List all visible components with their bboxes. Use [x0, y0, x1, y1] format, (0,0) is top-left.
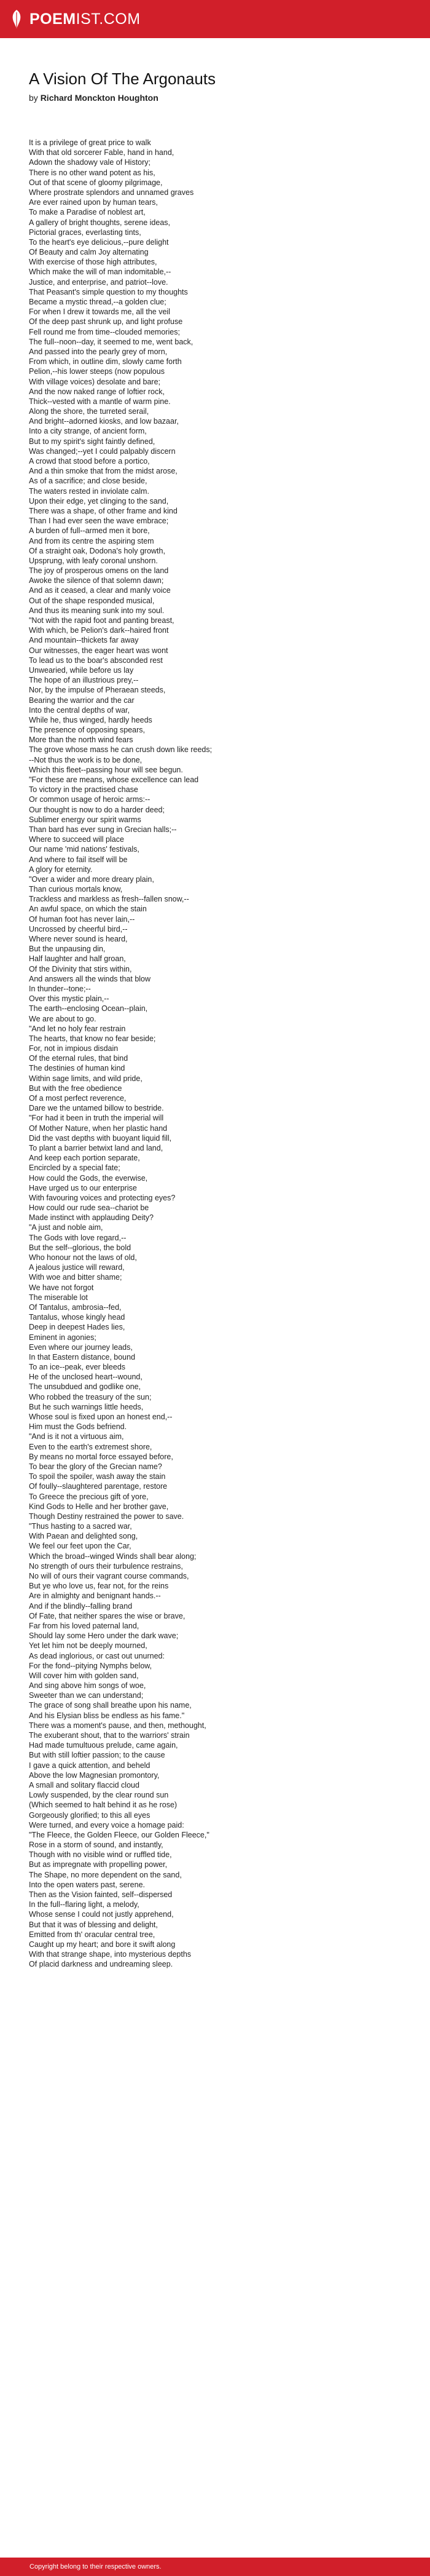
poem-line: The Gods with love regard,-- [29, 1233, 127, 1242]
poem-line: The hope of an illustrious prey,-- [29, 676, 139, 685]
poem-line: We are about to go. [29, 1014, 96, 1023]
poem-line: Are ever rained upon by human tears, [29, 198, 158, 207]
poem-line: By means no mortal force essayed before, [29, 1452, 173, 1461]
poem-line: The hearts, that know no fear beside; [29, 1034, 156, 1043]
poem-line: Or common usage of heroic arms:-- [29, 795, 150, 804]
poem-line: With woe and bitter shame; [29, 1273, 122, 1282]
poem-line: The grove whose mass he can crush down like reeds; [29, 745, 213, 755]
poem-line: "Thus hasting to a sacred war, [29, 1522, 132, 1531]
feather-icon [10, 9, 23, 29]
poem-line: Upsprung, with leafy coronal unshorn. [29, 556, 158, 565]
poem-line: Our name 'mid nations' festivals, [29, 845, 139, 854]
poem-line: Even to the earth's extremest shore, [29, 1442, 152, 1451]
poem-line: Of a most perfect reverence, [29, 1094, 127, 1103]
poem-line: Encircled by a special fate; [29, 1163, 120, 1173]
poem-line: Where to succeed will place [29, 835, 124, 844]
poem-line: From which, in outline dim, slowly came forth [29, 357, 182, 367]
site-header [0, 0, 430, 38]
poem-line: There was a moment's pause, and then, methought, [29, 1721, 206, 1730]
poem-line: To victory in the practised chase [29, 785, 138, 795]
poem-line: We feel our feet upon the Car, [29, 1542, 131, 1551]
poem-line: Sweeter than we can understand; [29, 1691, 144, 1700]
poem-line: Awoke the silence of that solemn dawn; [29, 576, 164, 585]
poem-line: But with the free obedience [29, 1084, 122, 1093]
poem-line: Did the vast depths with buoyant liquid fill, [29, 1133, 172, 1143]
poem-line: And where to fail itself will be [29, 855, 128, 864]
poem-line: "A just and noble aim, [29, 1223, 103, 1232]
poem-line: "The Fleece, the Golden Fleece, our Golden Fleece," [29, 1830, 209, 1839]
poem-line: (Which seemed to halt behind it as he rose) [29, 1801, 178, 1810]
poem-line: "And is it not a virtuous aim, [29, 1432, 124, 1441]
site-footer [0, 2558, 430, 2576]
poem-line: To an ice--peak, ever bleeds [29, 1363, 126, 1372]
poem-line: For, not in impious disdain [29, 1044, 119, 1053]
poem-line: But to my spirit's sight faintly defined, [29, 437, 155, 446]
poem-line: Trackless and markless as fresh--fallen snow,-- [29, 895, 189, 904]
poem-line: In that Eastern distance, bound [29, 1352, 136, 1361]
poem-line: Eminent in agonies; [29, 1333, 96, 1342]
poem-line: Our thought is now to do a harder deed; [29, 805, 165, 814]
poem-line: Into the central depths of war, [29, 705, 130, 715]
poem-line: Of the Divinity that stirs within, [29, 964, 132, 973]
poem-line: Yet let him not be deeply mourned, [29, 1641, 147, 1651]
poem-line: Sublimer energy our spirit warms [29, 815, 141, 824]
poem-line: "For these are means, whose excellence can lead [29, 775, 199, 784]
poem-line: Into a city strange, of ancient form, [29, 427, 147, 436]
poem-line: Thick--vested with a mantle of warm pine. [29, 397, 171, 406]
poem-line: And mountain--thickets far away [29, 636, 139, 645]
poem-line: To make a Paradise of noblest art, [29, 208, 146, 217]
poem-line: Of a straight oak, Dodona's holy growth, [29, 546, 165, 555]
poem-line: Out of that scene of gloomy pilgrimage, [29, 178, 163, 187]
poem-line: The full--noon--day, it seemed to me, went back, [29, 337, 194, 346]
poem-line: A burden of full--armed men it bore, [29, 526, 150, 536]
poem-content [29, 69, 404, 1970]
poem-line: Where never sound is heard, [29, 935, 128, 943]
poem-line: I gave a quick attention, and beheld [29, 1761, 150, 1770]
poem-line: Had made tumultuous prelude, came again, [29, 1741, 178, 1750]
poem-line: A crowd that stood before a portico, [29, 457, 150, 466]
poem-line: With which, be Pelion's dark--haired front [29, 626, 169, 635]
poem-line: Kind Gods to Helle and her brother gave, [29, 1502, 169, 1511]
poem-line: Justice, and enterprise, and patriot--love. [29, 277, 168, 287]
poem-line: Was changed;--yet I could palpably discern [29, 446, 176, 456]
poem-line: "And let no holy fear restrain [29, 1024, 126, 1033]
copyright-notice: Copyright belong to their respective owners. [29, 2563, 162, 2570]
author-link[interactable]: Richard Monckton Houghton [40, 93, 158, 103]
poem-line: "For had it been in truth the imperial will [29, 1114, 164, 1123]
poem-line: "Not with the rapid foot and panting breast, [29, 616, 174, 625]
poem-line: The miserable lot [29, 1293, 88, 1302]
poem-line: Caught up my heart; and bore it swift along [29, 1940, 176, 1949]
poem-line: Than bard has ever sung in Grecian halls;-- [29, 825, 177, 834]
poem-line: And thus its meaning sunk into my soul. [29, 606, 165, 615]
poem-line: How could the Gods, the everwise, [29, 1173, 148, 1183]
poem-line: Then as the Vision fainted, self--dispersed [29, 1890, 173, 1899]
poem-line: Though Destiny restrained the power to save. [29, 1512, 184, 1521]
poem-line: Which make the will of man indomitable,-- [29, 268, 171, 277]
poem-line: A gallery of bright thoughts, serene ideas, [29, 218, 171, 227]
poem-line: A small and solitary flaccid cloud [29, 1780, 139, 1789]
poem-line: Within sage limits, and wild pride, [29, 1074, 143, 1083]
poem-line: Of Mother Nature, when her plastic hand [29, 1124, 168, 1133]
poem-line: With village voices) desolate and bare; [29, 377, 161, 386]
poem-line: Of human foot has never lain,-- [29, 914, 135, 924]
poem-line: Emitted from th' oracular central tree, [29, 1930, 155, 1939]
poem-line: Gorgeously glorified; to this all eyes [29, 1810, 150, 1820]
poem-line: No will of ours their vagrant course commands, [29, 1572, 189, 1580]
poem-line: To plant a barrier betwixt land and land, [29, 1143, 163, 1152]
poem-line: Whose sense I could not justly apprehend, [29, 1910, 174, 1919]
poem-line: But that it was of blessing and delight, [29, 1920, 158, 1929]
poem-line: It is a privilege of great price to walk [29, 138, 151, 147]
poem-line: Him must the Gods befriend. [29, 1422, 127, 1432]
poem-line: Became a mystic thread,--a golden clue; [29, 298, 166, 306]
poem-line: Deep in deepest Hades lies, [29, 1323, 125, 1332]
poem-line: But ye who love us, fear not, for the reins [29, 1582, 169, 1591]
poem-line: Though with no visible wind or ruffled tide, [29, 1850, 172, 1860]
poem-line: With exercise of those high attributes, [29, 258, 157, 267]
poem-line: Should lay some Hero under the dark wave; [29, 1631, 179, 1641]
poem-line: Rose in a storm of sound, and instantly, [29, 1841, 163, 1850]
poem-line: With favouring voices and protecting eyes? [29, 1193, 176, 1202]
poem-line: And sing above him songs of woe, [29, 1681, 146, 1690]
poem-line: The waters rested in inviolate calm. [29, 486, 149, 496]
poem-line: The earth--enclosing Ocean--plain, [29, 1004, 148, 1013]
poem-line: Of foully--slaughtered parentage, restore [29, 1482, 168, 1491]
poem-line: How could our rude sea--chariot be [29, 1203, 149, 1213]
poem-line: Far from his loved paternal land, [29, 1621, 139, 1630]
poem-line: Who robbed the treasury of the sun; [29, 1392, 152, 1401]
poem-line: More than the north wind fears [29, 735, 133, 745]
poem-line: The Shape, no more dependent on the sand, [29, 1870, 182, 1879]
poem-line: And keep each portion separate, [29, 1154, 140, 1163]
poem-line: With that strange shape, into mysterious depths [29, 1950, 192, 1959]
poem-line: And if the blindly--falling brand [29, 1601, 133, 1611]
poem-line: The presence of opposing spears, [29, 726, 146, 735]
poem-line: Pelion,--his lower steeps (now populous [29, 367, 165, 376]
poem-line: To spoil the spoiler, wash away the stain [29, 1472, 166, 1481]
poem-line: Lowly suspended, by the clear round sun [29, 1791, 169, 1800]
poem-line: Than I had ever seen the wave embrace; [29, 517, 169, 526]
poem-line: Upon their edge, yet clinging to the sand, [29, 496, 169, 505]
poem-line: And as it ceased, a clear and manly voice [29, 586, 171, 595]
poem-line: There is no other wand potent as his, [29, 168, 155, 177]
poem-line: As of a sacrifice; and close beside, [29, 477, 147, 486]
poem-line: Where prostrate splendors and unnamed graves [29, 188, 194, 197]
poem-line: We have not forgot [29, 1283, 94, 1292]
poem-line: Out of the shape responded musical, [29, 596, 155, 605]
poem-line: The grace of song shall breathe upon his name, [29, 1701, 192, 1710]
poem-line: The exuberant shout, that to the warriors' strain [29, 1731, 190, 1740]
poem-line: The joy of prosperous omens on the land [29, 566, 169, 576]
poem-line: No strength of ours their turbulence restrains, [29, 1561, 183, 1571]
poem-line: Of Tantalus, ambrosia--fed, [29, 1302, 122, 1312]
poem-line: Were turned, and every voice a homage paid: [29, 1820, 184, 1829]
poem-line: And the now naked range of loftier rock, [29, 387, 165, 396]
poem-line: A jealous justice will reward, [29, 1263, 125, 1272]
poem-line: And answers all the winds that blow [29, 974, 151, 983]
poem-line: Of the eternal rules, that bind [29, 1054, 128, 1063]
poem-line: With that old sorcerer Fable, hand in hand, [29, 148, 174, 157]
poem-line: With Paean and delighted song, [29, 1532, 138, 1541]
poem-line: Which the broad--winged Winds shall bear along; [29, 1552, 197, 1561]
poem-line: But with still loftier passion; to the cause [29, 1751, 165, 1760]
poem-byline [29, 92, 404, 103]
poem-line: Tantalus, whose kingly head [29, 1313, 125, 1322]
poem-line: And bright--adorned kiosks, and low bazaar, [29, 417, 179, 426]
poem-line: Which this fleet--passing hour will see begun. [29, 765, 183, 774]
poem-line: Whose soul is fixed upon an honest end,-- [29, 1413, 173, 1421]
poem-line: To bear the glory of the Grecian name? [29, 1462, 162, 1471]
poem-line: That Peasant's simple question to my thoughts [29, 287, 188, 296]
poem-line: Pictorial graces, everlasting tints, [29, 228, 141, 237]
poem-line: But the unpausing din, [29, 945, 106, 954]
poem-line: And a thin smoke that from the midst arose, [29, 467, 178, 476]
poem-line: While he, thus winged, hardly heeds [29, 715, 152, 724]
poem-line: Uncrossed by cheerful bird,-- [29, 924, 128, 933]
poem-line: Made instinct with applauding Deity? [29, 1213, 154, 1223]
poem-line: In the full--flaring light, a melody, [29, 1900, 139, 1909]
poem-line: The unsubdued and godlike one, [29, 1382, 141, 1392]
poem-line: --Not thus the work is to be done, [29, 755, 143, 764]
poem-line: In thunder--tone;-- [29, 984, 91, 993]
poem-line: Bearing the warrior and the car [29, 696, 135, 705]
poem-line: There was a shape, of other frame and kind [29, 506, 178, 515]
poem-line: "Over a wider and more dreary plain, [29, 874, 154, 884]
poem-line: Nor, by the impulse of Pheraean steeds, [29, 686, 166, 695]
poem-line: But the self--glorious, the bold [29, 1243, 131, 1252]
poem-line: Our witnesses, the eager heart was wont [29, 646, 168, 655]
poem-line: But he such warnings little heeds, [29, 1402, 144, 1411]
poem-line: To Greece the precious gift of yore, [29, 1492, 149, 1501]
poem-line: Over this mystic plain,-- [29, 994, 109, 1004]
poem-line: Fell round me from time--clouded memories; [29, 327, 180, 336]
poem-line: Have urged us to our enterprise [29, 1183, 137, 1192]
poem-line: Above the low Magnesian promontory, [29, 1770, 160, 1780]
poem-line: Unwearied, while before us lay [29, 665, 134, 675]
poem-line: Into the open waters past, serene. [29, 1880, 146, 1889]
poem-line: Along the shore, the turreted serail, [29, 407, 149, 416]
poem-line: Of the deep past shrunk up, and light profuse [29, 317, 183, 327]
poem-line: Adown the shadowy vale of History; [29, 158, 151, 167]
poem-body [29, 138, 404, 1970]
poem-line: And his Elysian bliss be endless as his fame." [29, 1711, 185, 1720]
poem-line: And from its centre the aspiring stem [29, 536, 154, 545]
brand-name: POEMIST.COM [29, 10, 141, 28]
poem-line: To the heart's eye delicious,--pure delight [29, 237, 169, 247]
site-logo[interactable] [10, 9, 141, 29]
poem-line: The destinies of human kind [29, 1064, 125, 1073]
poem-line: Of Fate, that neither spares the wise or brave, [29, 1611, 186, 1620]
by-label: by [29, 93, 38, 103]
poem-title: A Vision Of The Argonauts [29, 69, 216, 88]
poem-line: Who honour not the laws of old, [29, 1253, 137, 1262]
poem-line: To lead us to the boar's absconded rest [29, 656, 163, 665]
poem-line: Are in almighty and benignant hands.-- [29, 1591, 161, 1601]
poem-line: As dead inglorious, or cast out unurned: [29, 1651, 165, 1660]
poem-line: And passed into the pearly grey of morn, [29, 347, 168, 356]
poem-line: Dare we the untamed billow to bestride. [29, 1104, 164, 1113]
poem-line: A glory for eternity. [29, 865, 93, 874]
poem-line: For the fond--pitying Nymphs below, [29, 1661, 152, 1670]
poem-line: Will cover him with golden sand, [29, 1671, 139, 1680]
poem-line: Of Beauty and calm Joy alternating [29, 248, 149, 257]
poem-line: He of the unclosed heart--wound, [29, 1373, 143, 1382]
poem-line: Of placid darkness and undreaming sleep. [29, 1960, 173, 1969]
poem-line: Than curious mortals know, [29, 885, 123, 894]
poem-line: Half laughter and half groan, [29, 954, 126, 964]
poem-line: An awful space, on which the stain [29, 905, 147, 914]
poem-line: But as impregnate with propelling power, [29, 1860, 168, 1869]
poem-line: Even where our journey leads, [29, 1342, 133, 1352]
poem-line: For when I drew it towards me, all the veil [29, 307, 170, 317]
